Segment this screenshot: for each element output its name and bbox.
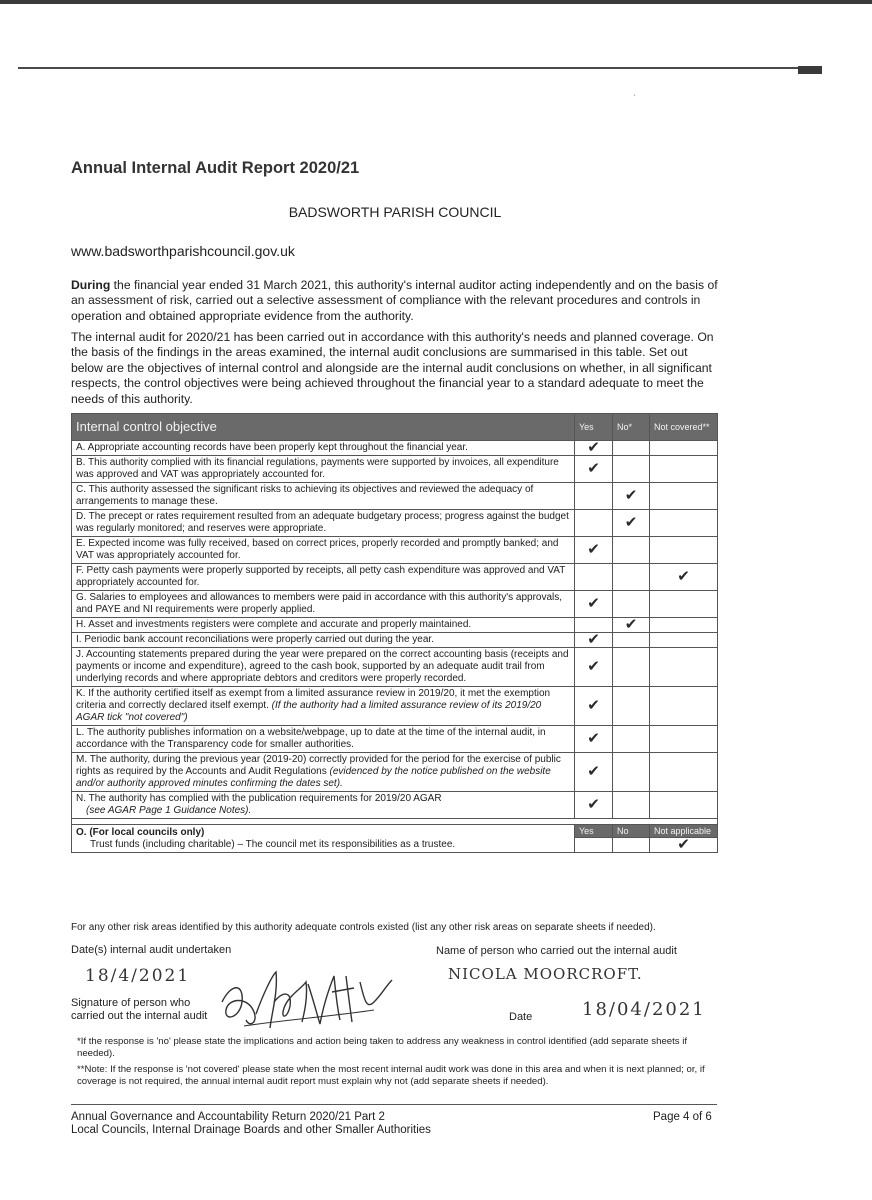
not-covered-cell bbox=[650, 648, 718, 687]
objective-text: N. The authority has complied with the publication requirements for 2019/20 AGAR bbox=[76, 793, 442, 804]
no-cell bbox=[613, 564, 650, 591]
scan-speck: ˴ bbox=[633, 89, 636, 99]
table-row bbox=[72, 456, 718, 483]
signature-label: Signature of person who carried out the internal audit bbox=[71, 997, 208, 1022]
not-covered-cell bbox=[650, 510, 718, 537]
no-cell: ✔ bbox=[613, 510, 650, 537]
no-cell bbox=[613, 537, 650, 564]
row-o-no-cell bbox=[613, 838, 650, 853]
not-covered-cell bbox=[650, 726, 718, 753]
no-cell: ✔ bbox=[613, 618, 650, 633]
objective-text: K. If the authority certified itself as exempt from a limited assurance review in 2019/20, it met the exemption criteria and correctly declared itself exempt. bbox=[76, 688, 551, 711]
header-rule bbox=[18, 67, 798, 69]
yes-cell bbox=[575, 510, 613, 537]
scope-paragraph: The internal audit for 2020/21 has been carried out in accordance with this authority's needs and planned coverage. On the basis of the findings in the areas examined, the internal audit conclusions are summarised in this table. Set out below are the objectives of internal control and alongside are the internal audit conclusions on whether, in all significant respects, the control objectives were being achieved throughout the financial year to a standard adequate to meet the needs of this authority. bbox=[71, 330, 714, 406]
not-covered-cell bbox=[650, 687, 718, 726]
footer-rule bbox=[71, 1104, 717, 1105]
objective-note: (evidenced by the notice published on the website and/or authority approved minutes confirming the dates set). bbox=[76, 766, 551, 789]
no-cell bbox=[613, 648, 650, 687]
objective-text: D. The precept or rates requirement resulted from an adequate budgetary process; progress against the budget was regularly monitored; and reserves were appropriate. bbox=[72, 510, 575, 537]
not-covered-column-header: Not covered** bbox=[650, 414, 718, 441]
table-header-row bbox=[72, 414, 718, 441]
objective-text: I. Periodic bank account reconciliations were properly carried out during the year. bbox=[72, 633, 575, 648]
table-row bbox=[72, 618, 718, 633]
no-cell bbox=[613, 726, 650, 753]
date-label: Date bbox=[509, 1011, 533, 1023]
intro-lead: During bbox=[71, 278, 111, 292]
not-covered-cell bbox=[650, 537, 718, 564]
objective-text: C. This authority assessed the significant risks to achieving its objectives and reviewed the adequacy of arrangements to manage these. bbox=[72, 483, 575, 510]
yes-cell bbox=[575, 564, 613, 591]
yes-cell: ✔ bbox=[575, 687, 613, 726]
objective-cell bbox=[72, 792, 575, 819]
council-name: BADSWORTH PARISH COUNCIL bbox=[288, 204, 502, 220]
row-o-header bbox=[72, 825, 718, 838]
yes-cell: ✔ bbox=[575, 792, 613, 819]
row-o-yes-header: Yes bbox=[575, 825, 613, 838]
objective-text: H. Asset and investments registers were complete and accurate and properly maintained. bbox=[72, 618, 575, 633]
objective-note: (If the authority had a limited assurance review of its 2019/20 AGAR tick "not covered") bbox=[76, 700, 542, 723]
no-cell bbox=[613, 456, 650, 483]
date-value: 18/04/2021 bbox=[582, 999, 706, 1020]
yes-cell: ✔ bbox=[575, 633, 613, 648]
objective-text: F. Petty cash payments were properly supported by receipts, all petty cash expenditure was approved and VAT appropriately accounted for. bbox=[72, 564, 575, 591]
yes-cell: ✔ bbox=[575, 753, 613, 792]
footer-line-2: Local Councils, Internal Drainage Boards and other Smaller Authorities bbox=[71, 1124, 431, 1136]
no-cell bbox=[613, 792, 650, 819]
objective-cell bbox=[72, 753, 575, 792]
objective-text: J. Accounting statements prepared during the year were prepared on the correct accounting basis (receipts and payments or income and expenditure), agreed to the cash book, supported by an adequate audit trail from underlying records and where appropriate debtors and creditors were properly recorded. bbox=[72, 648, 575, 687]
audit-dates-label: Date(s) internal audit undertaken bbox=[71, 944, 232, 956]
objective-text: G. Salaries to employees and allowances to members were paid in accordance with this authority's approvals, and PAYE and NI requirements were properly applied. bbox=[72, 591, 575, 618]
table-row bbox=[72, 591, 718, 618]
table-row bbox=[72, 633, 718, 648]
objective-text: L. The authority publishes information on a website/webpage, up to date at the time of the internal audit, in accordance with the Transparency code for smaller authorities. bbox=[72, 726, 575, 753]
table-row bbox=[72, 483, 718, 510]
not-covered-cell bbox=[650, 483, 718, 510]
table-row bbox=[72, 753, 718, 792]
row-o-cell bbox=[72, 825, 575, 853]
auditor-name-value: NICOLA MOORCROFT. bbox=[448, 965, 643, 983]
no-cell bbox=[613, 687, 650, 726]
no-cell bbox=[613, 441, 650, 456]
internal-control-table bbox=[71, 413, 718, 853]
footer-line-1: Annual Governance and Accountability Return 2020/21 Part 2 bbox=[71, 1111, 385, 1123]
objective-text: M. The authority, during the previous year (2019-20) correctly provided for the period for the exercise of public rights as required by the Accounts and Audit Regulations bbox=[76, 754, 561, 777]
objective-cell bbox=[72, 687, 575, 726]
yes-cell: ✔ bbox=[575, 591, 613, 618]
table-row bbox=[72, 648, 718, 687]
not-covered-cell bbox=[650, 792, 718, 819]
row-o-label: O. (For local councils only) bbox=[76, 826, 205, 838]
yes-cell: ✔ bbox=[575, 537, 613, 564]
table-row bbox=[72, 687, 718, 726]
yes-cell: ✔ bbox=[575, 456, 613, 483]
row-o-na-cell: ✔ bbox=[650, 838, 718, 853]
not-covered-cell bbox=[650, 441, 718, 456]
yes-cell bbox=[575, 483, 613, 510]
auditor-name-label: Name of person who carried out the internal audit bbox=[436, 945, 677, 957]
objective-note: (see AGAR Page 1 Guidance Notes). bbox=[86, 805, 252, 816]
page-number: Page 4 of 6 bbox=[653, 1111, 712, 1123]
not-covered-note: **Note: If the response is 'not covered' please state when the most recent internal audit work was done in this area and when it is next planned; or, if coverage is not required, the annual internal audit report must explain why not (add separate sheets if needed). bbox=[77, 1064, 705, 1087]
yes-cell: ✔ bbox=[575, 648, 613, 687]
page-title: Annual Internal Audit Report 2020/21 bbox=[71, 159, 360, 177]
intro-body: the financial year ended 31 March 2021, this authority's internal auditor acting independently and on the basis of an assessment of risk, carried out a selective assessment of compliance with the relevant procedures and controls in operation and obtained appropriate evidence from the authority. bbox=[71, 278, 718, 323]
yes-cell: ✔ bbox=[575, 726, 613, 753]
table-row bbox=[72, 726, 718, 753]
header-rule-tab bbox=[798, 66, 822, 74]
objective-column-header: Internal control objective bbox=[72, 414, 575, 441]
not-covered-cell bbox=[650, 618, 718, 633]
scan-top-edge bbox=[0, 0, 872, 4]
audit-dates-value: 18/4/2021 bbox=[85, 966, 191, 986]
intro-paragraph bbox=[71, 278, 721, 324]
not-covered-cell bbox=[650, 591, 718, 618]
table-row bbox=[72, 441, 718, 456]
no-cell bbox=[613, 591, 650, 618]
no-cell: ✔ bbox=[613, 483, 650, 510]
objective-text: A. Appropriate accounting records have been properly kept throughout the financial year. bbox=[72, 441, 575, 456]
not-covered-cell: ✔ bbox=[650, 564, 718, 591]
no-cell bbox=[613, 753, 650, 792]
row-o-na-header: Not applicable bbox=[650, 825, 718, 838]
yes-column-header: Yes bbox=[575, 414, 613, 441]
table-row bbox=[72, 537, 718, 564]
row-o-no-header: No bbox=[613, 825, 650, 838]
risk-areas-note: For any other risk areas identified by this authority adequate controls existed (list any other risk areas on separate sheets if needed). bbox=[71, 922, 656, 933]
table-row bbox=[72, 564, 718, 591]
not-covered-cell bbox=[650, 633, 718, 648]
auditor-signature bbox=[214, 962, 404, 1042]
not-covered-cell bbox=[650, 753, 718, 792]
no-cell bbox=[613, 633, 650, 648]
not-covered-cell bbox=[650, 456, 718, 483]
council-website: www.badsworthparishcouncil.gov.uk bbox=[71, 243, 295, 259]
objective-text: B. This authority complied with its financial regulations, payments were supported by invoices, all expenditure was approved and VAT was appropriately accounted for. bbox=[72, 456, 575, 483]
table-row bbox=[72, 792, 718, 819]
no-response-note: *If the response is 'no' please state the implications and action being taken to address any weakness in control identified (add separate sheets if needed). bbox=[77, 1036, 688, 1059]
row-o-yes-cell bbox=[575, 838, 613, 853]
row-o-text: Trust funds (including charitable) – The council met its responsibilities as a trustee. bbox=[90, 838, 456, 850]
objective-text: E. Expected income was fully received, based on correct prices, properly recorded and promptly banked; and VAT was appropriately accounted for. bbox=[72, 537, 575, 564]
no-column-header: No* bbox=[613, 414, 650, 441]
yes-cell: ✔ bbox=[575, 441, 613, 456]
table-row bbox=[72, 510, 718, 537]
